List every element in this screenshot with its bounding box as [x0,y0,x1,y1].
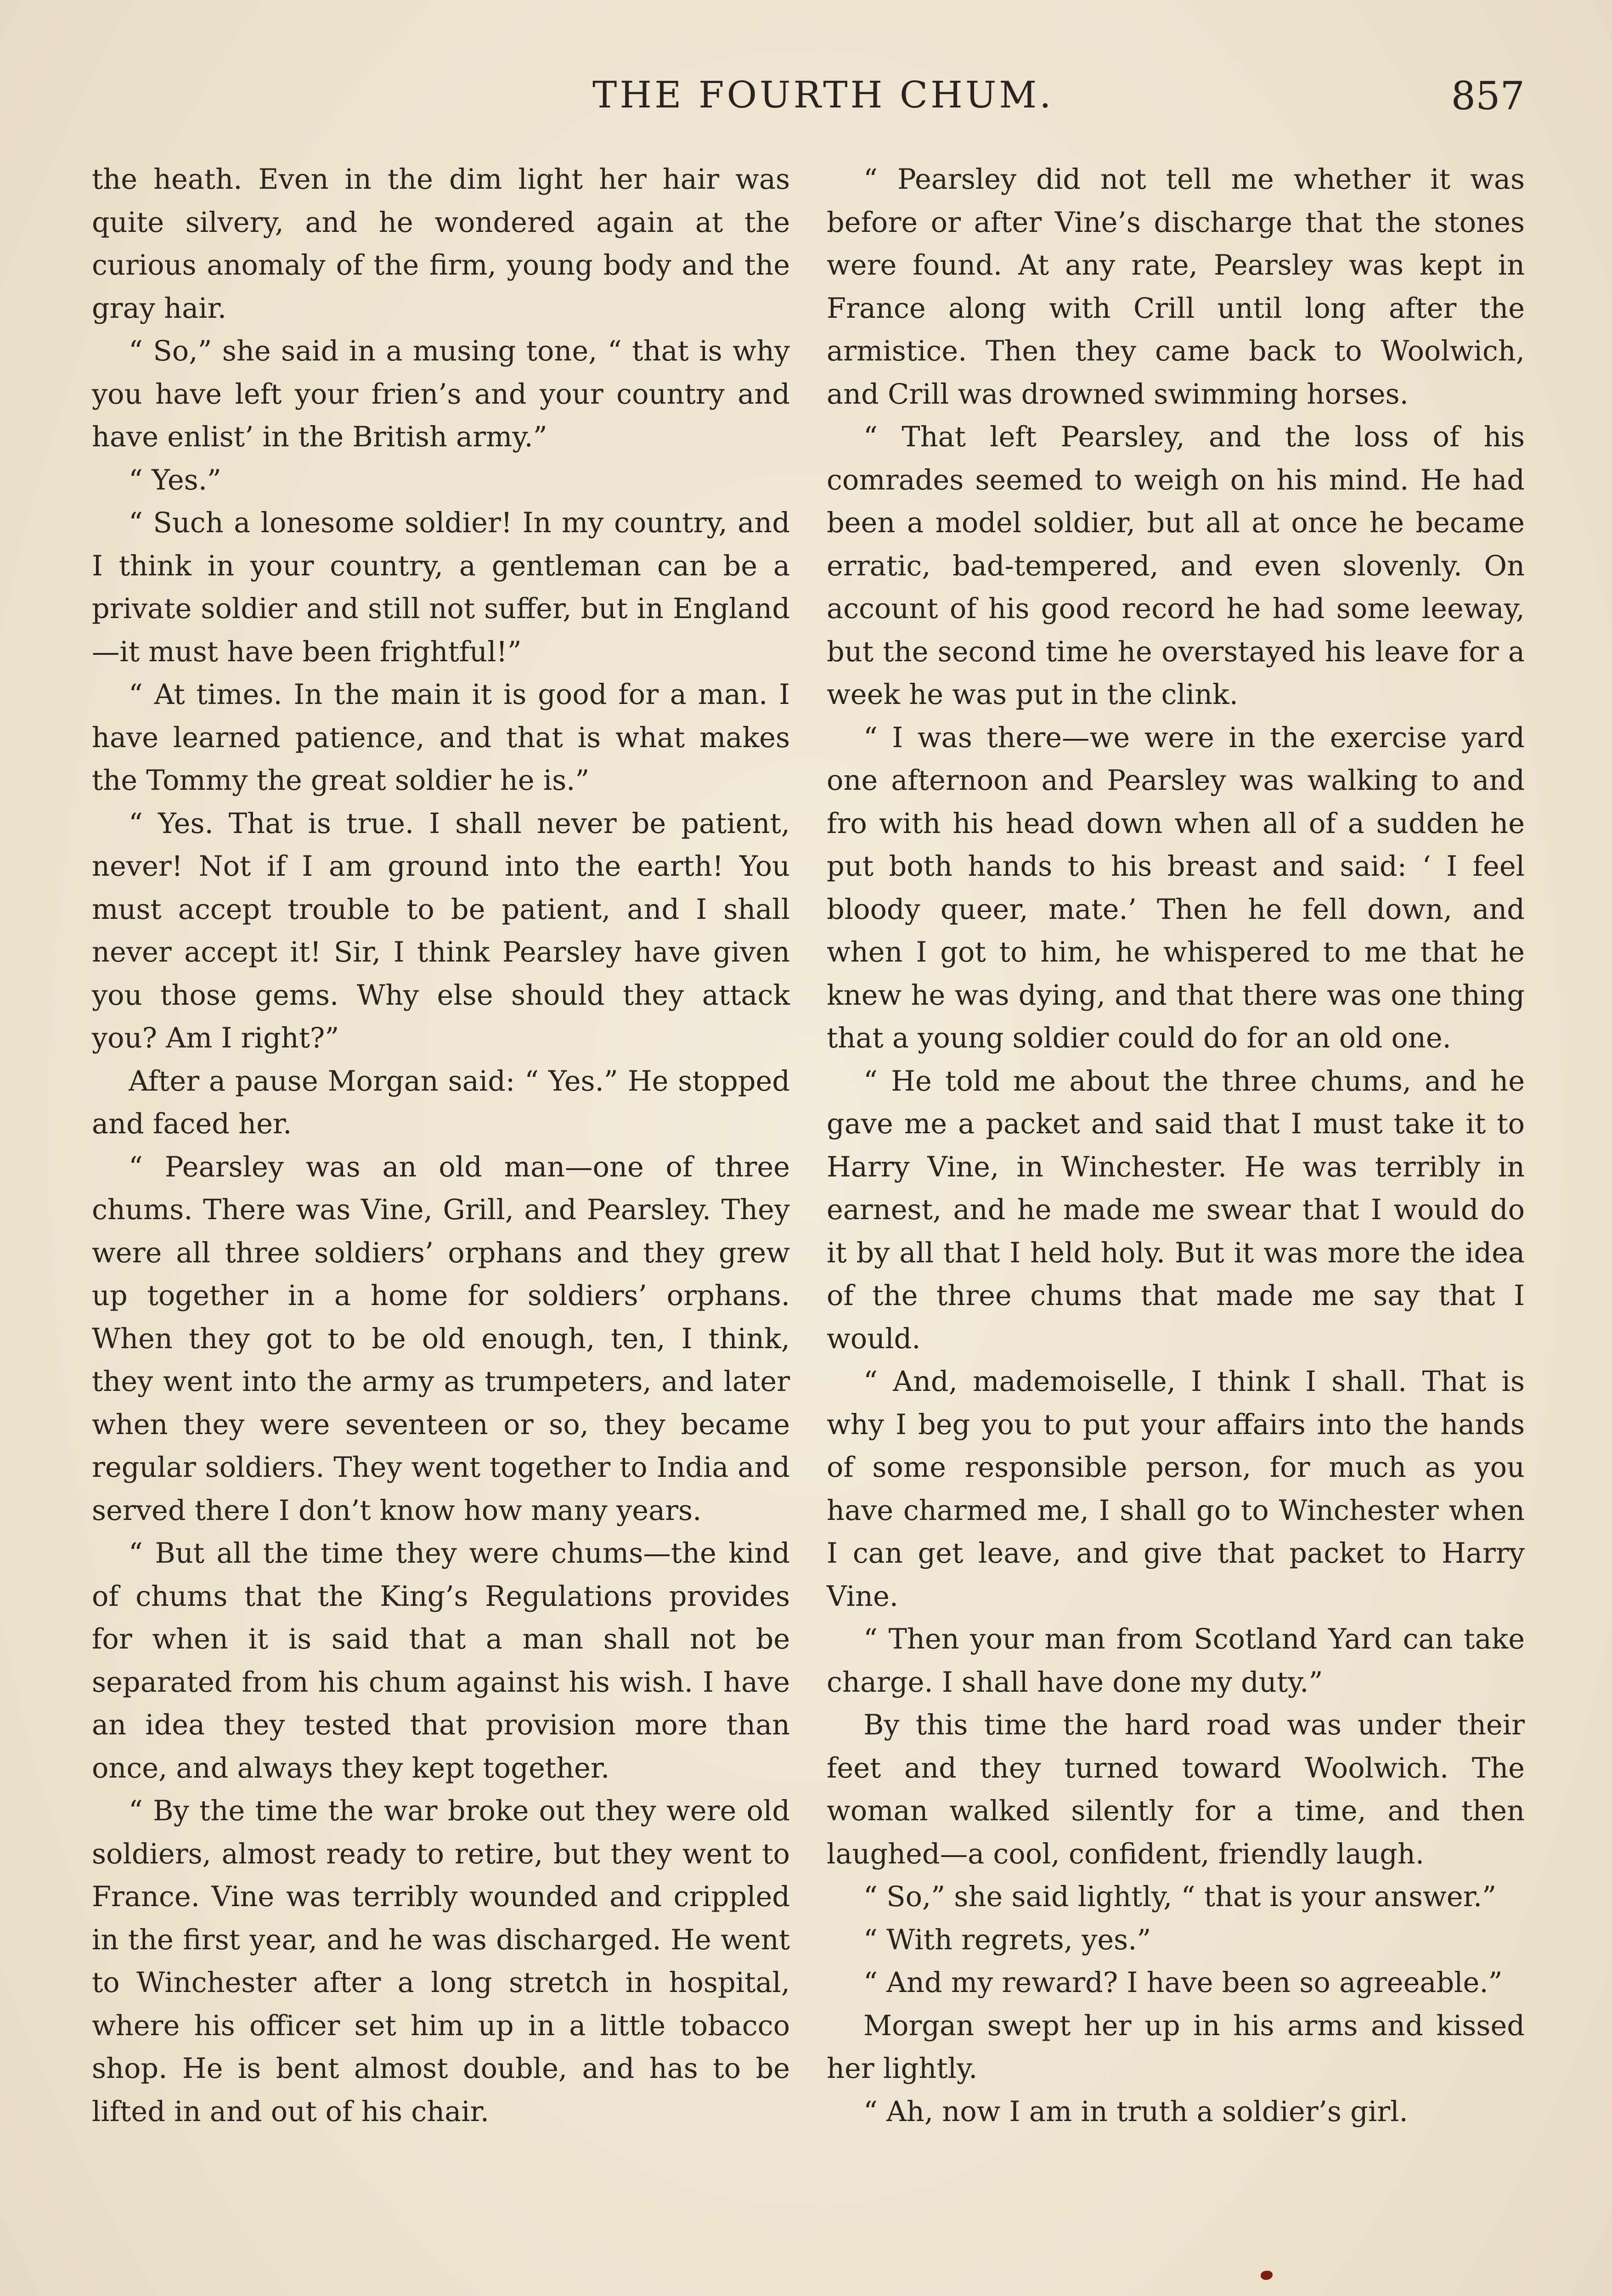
running-header: THE FOURTH CHUM. [592,73,1054,116]
paragraph: “ So,” she said lightly, “ that is your answer.” [863,1881,1497,1913]
paragraph: “ Then your man from Scotland Yard can take charge. I shall have done my duty.” [827,1623,1525,1699]
paragraph: After a pause Morgan said: “ Yes.” He stopped and faced her. [92,1065,790,1140]
paragraph: “ Ah, now I am in truth a soldier’s girl. [863,2095,1408,2128]
paragraph: “ And, mademoiselle, I think I shall. That is why I beg you to put your affairs into the hands of some responsible person, for much as you have charmed me, I shall go to Winchester when I can get leave, and give that packet to Harry Vine. [827,1366,1525,1613]
paragraph: “ Yes.” [129,464,221,496]
paragraph: “ By the time the war broke out they were old soldiers, almost ready to retire, but they went to France. Vine was terribly wounded and crippled in the first year, and he was discharged. He went to Winchester after a long stretch in hospital, where his officer set him up in a little tobacco shop. He is bent almost double, and has to be lifted in and out of his chair. [92,1795,790,2128]
left-column [92,158,790,2133]
paragraph: “ But all the time they were chums—the kind of chums that the King’s Regulations provides for when it is said that a man shall not be separated from his chum against his wish. I have an idea they tested that provision more than once, and always they kept together. [92,1537,790,1784]
paragraph: “ That left Pearsley, and the loss of his comrades seemed to weigh on his mind. He had been a model soldier, but all at once he became erratic, bad-tempered, and even slovenly. On account of his good record he had some leeway, but the second time he overstayed his leave for a week he was put in the clink. [827,421,1525,711]
paragraph: “ Such a lonesome soldier! In my country, and I think in your country, a gentleman can be a private soldier and still not suffer, but in England—it must have been frightful!” [92,507,790,668]
paragraph: “ Pearsley did not tell me whether it was before or after Vine’s discharge that the stones were found. At any rate, Pearsley was kept in France along with Crill until long after the armistice. Then they came back to Woolwich, and Crill was drowned swimming horses. [827,163,1525,411]
paragraph: “ Pearsley was an old man—one of three chums. There was Vine, Grill, and Pearsley. They were all three soldiers’ orphans and they grew up together in a home for soldiers’ orphans. When they got to be old enough, ten, I think, they went into the army as trumpeters, and later when they were seventeen or so, they became regular soldiers. They went together to India and served there I don’t know how many years. [92,1151,790,1527]
right-column [827,158,1525,2133]
paragraph: “ Yes. That is true. I shall never be patient, never! Not if I am ground into the earth! You must accept trouble to be patient, and I shall never accept it! Sir, I think Pearsley have given you those gems. Why else should they attack you? Am I right?” [92,807,790,1054]
paragraph: “ So,” she said in a musing tone, “ that is why you have left your frien’s and your country and have enlist’ in the British army.” [92,335,790,453]
page-number: 857 [1451,73,1525,118]
ink-spot [1261,2271,1273,2280]
paragraph: “ He told me about the three chums, and he gave me a packet and said that I must take it to Harry Vine, in Winchester. He was terribly in earnest, and he made me swear that I would do it by all that I held holy. But it was more the idea of the three chums that made me say that I would. [827,1065,1525,1355]
paragraph: Morgan swept her up in his arms and kissed her lightly. [827,2009,1525,2085]
paragraph: the heath. Even in the dim light her hair was quite silvery, and he wondered again at the curious anomaly of the firm, young body and the gray hair. [92,163,790,325]
paragraph: By this time the hard road was under their feet and they turned toward Woolwich. The woman walked silently for a time, and then laughed—a cool, confident, friendly laugh. [827,1709,1525,1870]
paragraph: “ With regrets, yes.” [863,1924,1151,1956]
paragraph: “ I was there—we were in the exercise yard one afternoon and Pearsley was walking to and fro with his head down when all of a sudden he put both hands to his breast and said: ‘ I feel bloody queer, mate.’ Then he fell down, and when I got to him, he whispered to me that he knew he was dying, and that there was one thing that a young soldier could do for an old one. [827,721,1525,1054]
paragraph: “ And my reward? I have been so agreeable.” [863,1967,1503,1999]
paragraph: “ At times. In the main it is good for a man. I have learned patience, and that is what makes the Tommy the great soldier he is.” [92,679,790,797]
